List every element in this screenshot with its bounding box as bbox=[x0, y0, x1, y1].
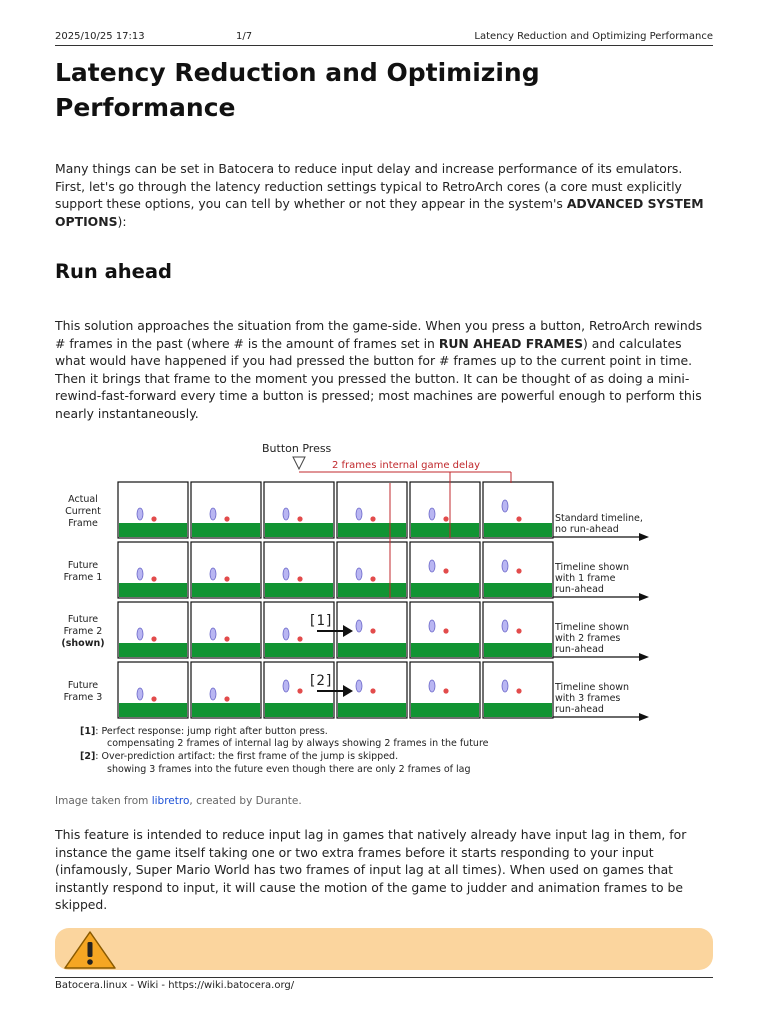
timeline-arrowhead-icon bbox=[639, 713, 649, 721]
character-figure bbox=[283, 508, 289, 520]
page-number: 1/7 bbox=[236, 31, 253, 42]
figure-caption: Image taken from libretro, created by Durante. bbox=[55, 795, 302, 807]
character-figure bbox=[137, 568, 143, 580]
frame-cell bbox=[191, 662, 261, 718]
delay-label: 2 frames internal game delay bbox=[332, 460, 481, 471]
note-2-detail: showing 3 frames into the future even though there are only 2 frames of lag bbox=[107, 764, 471, 775]
row-label: Future bbox=[67, 560, 99, 571]
row-labels bbox=[61, 494, 104, 703]
run-ahead-frames-term: RUN AHEAD FRAMES bbox=[438, 335, 584, 351]
timeline-label: with 2 frames bbox=[555, 633, 621, 644]
character-figure bbox=[210, 688, 216, 700]
ball bbox=[516, 516, 521, 521]
page-footer: Batocera.linux - Wiki - https://wiki.batocera.org/ bbox=[55, 977, 713, 991]
character-figure bbox=[502, 500, 508, 512]
ball bbox=[224, 696, 229, 701]
intro-paragraph: Many things can be set in Batocera to reduce input delay and increase performance of its emulators. First, let's go through the latency reduction settings typical to RetroArch cores (a core must explicitly support these options, you can tell by whether or not they appear in the system's ADVANCED SYSTEM OPTIONS): bbox=[55, 161, 704, 229]
character-figure bbox=[502, 620, 508, 632]
button-press-label: Button Press bbox=[262, 442, 332, 455]
ball bbox=[151, 576, 156, 581]
row-label: Current bbox=[65, 506, 101, 517]
ball bbox=[370, 628, 375, 633]
ball bbox=[297, 516, 302, 521]
ball bbox=[516, 568, 521, 573]
frame-cell bbox=[483, 482, 553, 538]
note-1-detail: compensating 2 frames of internal lag by always showing 2 frames in the future bbox=[107, 738, 489, 749]
warning-box bbox=[55, 928, 713, 970]
page-title: Latency Reduction and Optimizing Performance bbox=[55, 58, 540, 122]
frame-cell bbox=[483, 542, 553, 598]
advanced-system-options-term: ADVANCED SYSTEM OPTIONS bbox=[55, 196, 704, 229]
timeline-label: Timeline shown bbox=[555, 562, 629, 573]
ball bbox=[443, 568, 448, 573]
frame-cell bbox=[118, 482, 188, 538]
row-label: Future bbox=[67, 680, 99, 691]
ball bbox=[151, 516, 156, 521]
frame-cell bbox=[118, 662, 188, 718]
marker-2: [2] bbox=[308, 673, 334, 689]
note-1: [1]: Perfect response: jump right after button press. bbox=[80, 726, 328, 737]
timeline-labels bbox=[554, 513, 643, 715]
note-2: [2]: Over-prediction artifact: the first frame of the jump is skipped. bbox=[80, 751, 399, 762]
frame-cell bbox=[118, 542, 188, 598]
ball bbox=[224, 576, 229, 581]
ball bbox=[224, 636, 229, 641]
character-figure bbox=[283, 680, 289, 692]
run-ahead-diagram bbox=[55, 435, 655, 780]
character-figure bbox=[210, 568, 216, 580]
ball bbox=[224, 516, 229, 521]
character-figure bbox=[210, 628, 216, 640]
character-figure bbox=[137, 688, 143, 700]
ball bbox=[297, 688, 302, 693]
character-figure bbox=[137, 628, 143, 640]
frame-cell bbox=[483, 662, 553, 718]
feature-paragraph: This feature is intended to reduce input lag in games that natively already have input lag in them, for instance the game itself taking one or two extra frames before it starts responding to your input (infamously, Super Mario World has two frames of input lag at all times). When used on games that instantly respond to input, it will cause the motion of the game to judder and animation frames to be skipped. bbox=[55, 827, 687, 913]
timeline-label: Timeline shown bbox=[555, 622, 629, 633]
ball bbox=[151, 636, 156, 641]
timeline-label: run-ahead bbox=[555, 704, 604, 715]
character-figure bbox=[356, 620, 362, 632]
row-label: Actual bbox=[68, 494, 98, 505]
frame-cell bbox=[337, 542, 407, 598]
header-title: Latency Reduction and Optimizing Performance bbox=[474, 31, 713, 42]
timeline-label: with 3 frames bbox=[555, 693, 621, 704]
libretro-link[interactable]: libretro bbox=[151, 795, 190, 807]
ball bbox=[516, 628, 521, 633]
ball bbox=[370, 688, 375, 693]
timeline-arrowhead-icon bbox=[639, 653, 649, 661]
row-label-shown: (shown) bbox=[61, 638, 105, 649]
section-heading-run-ahead: Run ahead bbox=[55, 260, 172, 283]
frame-cell bbox=[191, 482, 261, 538]
ball bbox=[370, 576, 375, 581]
marker-1: [1] bbox=[308, 613, 334, 629]
row-label: Frame bbox=[68, 518, 98, 529]
row-label: Future bbox=[67, 614, 99, 625]
frame-cell bbox=[191, 542, 261, 598]
ball bbox=[297, 576, 302, 581]
frame-cell bbox=[410, 662, 480, 718]
character-figure bbox=[502, 680, 508, 692]
ball bbox=[297, 636, 302, 641]
character-figure bbox=[210, 508, 216, 520]
character-figure bbox=[283, 628, 289, 640]
character-figure bbox=[429, 620, 435, 632]
row-label: Frame 2 bbox=[63, 626, 103, 637]
frame-cell bbox=[264, 482, 334, 538]
character-figure bbox=[283, 568, 289, 580]
character-figure bbox=[429, 508, 435, 520]
frame-cell bbox=[191, 602, 261, 658]
ball bbox=[443, 688, 448, 693]
character-figure bbox=[429, 560, 435, 572]
ball bbox=[443, 516, 448, 521]
timeline-arrowhead-icon bbox=[639, 533, 649, 541]
row-label: Frame 3 bbox=[63, 692, 103, 703]
page-header bbox=[55, 30, 713, 46]
character-figure bbox=[137, 508, 143, 520]
character-figure bbox=[502, 560, 508, 572]
frame-cell bbox=[264, 542, 334, 598]
character-figure bbox=[356, 680, 362, 692]
frame-cell bbox=[483, 602, 553, 658]
frame-cell bbox=[410, 602, 480, 658]
character-figure bbox=[429, 680, 435, 692]
ball bbox=[443, 628, 448, 633]
button-press-arrow-icon bbox=[293, 457, 305, 469]
run-ahead-paragraph: This solution approaches the situation from the game-side. When you press a button, RetroArch rewinds # frames in the past (where # is the amount of frames set in RUN AHEAD FRAMES) and calculates what would have happened if you had pressed the button for # frames up to the current point in time. Then it brings that frame to the moment you pressed the button. It can be thought of as doing a mini-rewind-fast-forward every time a button is pressed; most machines are powerful enough to perform this nearly instantaneously. bbox=[55, 318, 703, 421]
timeline-label: run-ahead bbox=[555, 644, 604, 655]
timeline-label: with 1 frame bbox=[555, 573, 616, 584]
print-date: 2025/10/25 17:13 bbox=[55, 31, 145, 42]
frame-cell bbox=[410, 542, 480, 598]
timeline-label: no run-ahead bbox=[555, 524, 619, 535]
character-figure bbox=[356, 568, 362, 580]
character-figure bbox=[356, 508, 362, 520]
timeline-label: Timeline shown bbox=[555, 682, 629, 693]
timeline-label: run-ahead bbox=[555, 584, 604, 595]
ball bbox=[370, 516, 375, 521]
frame-cell bbox=[118, 602, 188, 658]
warning-icon bbox=[55, 928, 125, 970]
timeline-arrowhead-icon bbox=[639, 593, 649, 601]
ball bbox=[516, 688, 521, 693]
timeline-label: Standard timeline, bbox=[555, 513, 643, 524]
frame-cell bbox=[337, 482, 407, 538]
ball bbox=[151, 696, 156, 701]
frame-cell bbox=[410, 482, 480, 538]
row-label: Frame 1 bbox=[63, 572, 103, 583]
